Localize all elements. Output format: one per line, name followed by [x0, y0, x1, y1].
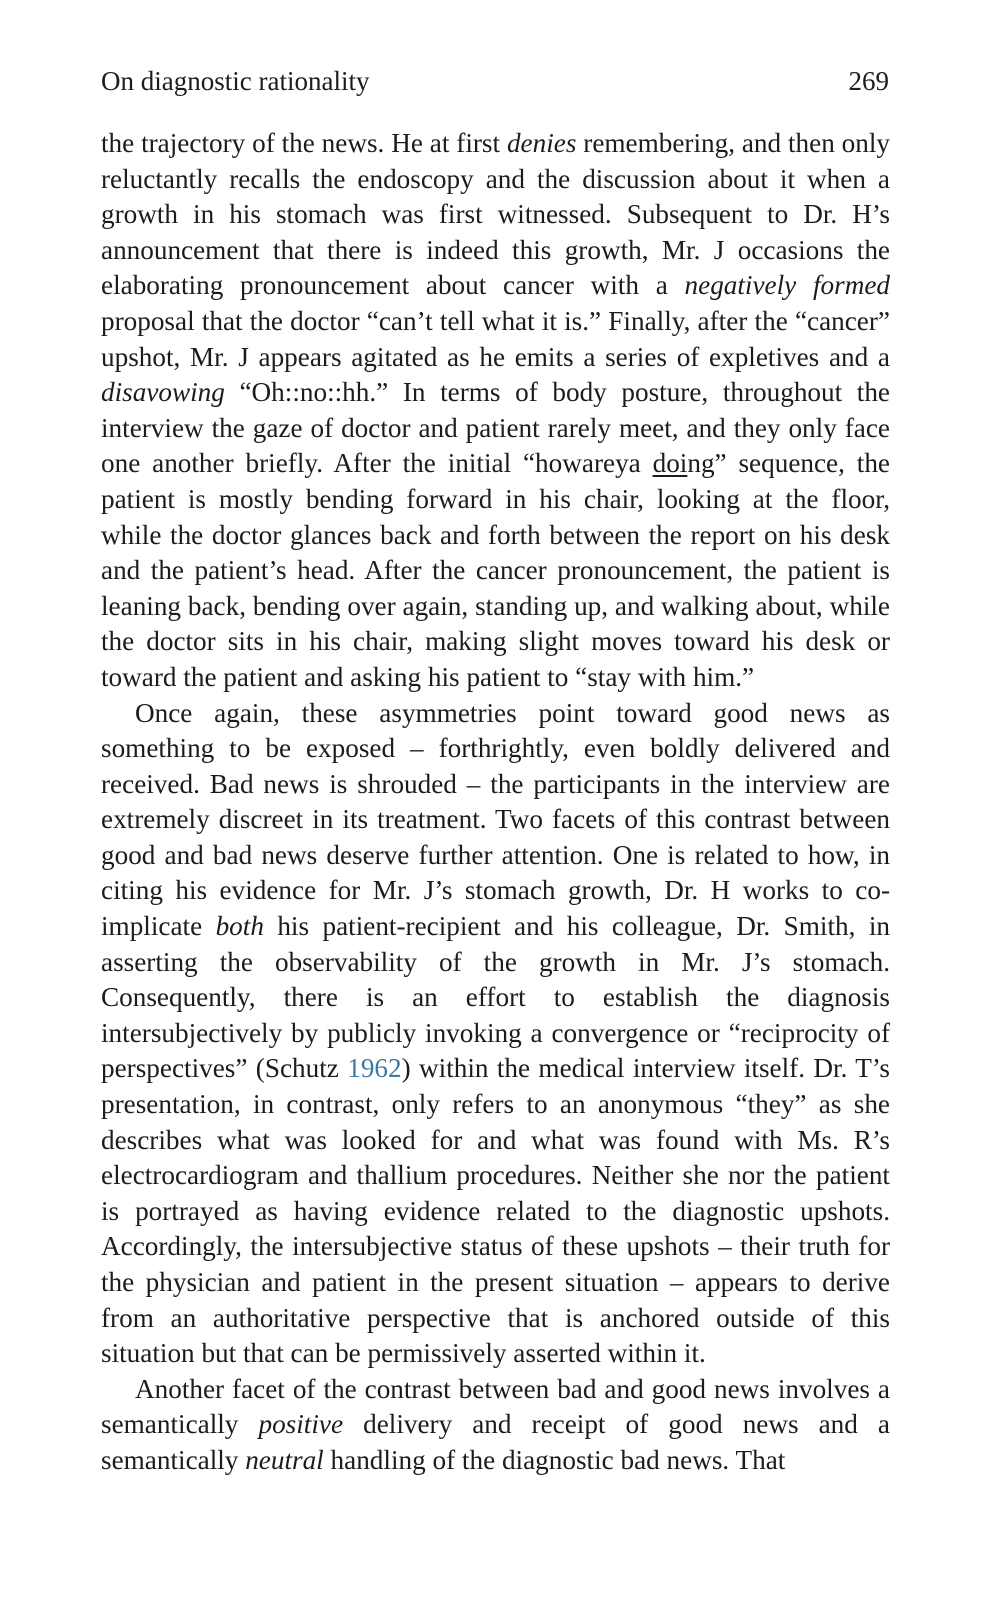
- italic-text: both: [215, 911, 264, 942]
- running-head: [101, 64, 889, 98]
- text-run: “Oh::no::hh.” In terms of body posture, throughout the interview the gaze of doctor and patient rarely meet, and they only face one another briefly. After the initial “howareya: [101, 377, 890, 479]
- text-run: his patient-recipient and his colleague, Dr. Smith, in asserting the observability of the growth in Mr. J’s stomach. Consequently, there is an effort to establish the diagnosis intersubjectively by publicly invoking a convergence or “reciprocity of perspectives” (Schutz: [101, 911, 890, 1084]
- text-run: proposal that the doctor “can’t tell what it is.” Finally, after the “cancer” upshot, Mr. J appears agitated as he emits a series of expletives and a: [101, 305, 890, 372]
- italic-text: denies: [506, 128, 577, 158]
- text-run: ) within the medical interview itself. Dr. T’s presentation, in contrast, only refers to an anonymous “they” as she describes what was looked for and what was found with Ms. R’s electrocardiogram and thallium procedures. Neither she nor the patient is portrayed as having evidence related to the diagnostic upshots. Accordingly, the intersubjective status of these upshots – their truth for the physician and patient in the present situation – appears to derive from an authoritative perspective that is anchored outside of this situation but that can be permissively asserted within it.: [101, 1053, 890, 1369]
- text-run: delivery and receipt of good news and a semantically: [101, 1409, 890, 1475]
- italic-text: positive: [258, 1409, 344, 1440]
- text-run: remembering, and then only reluctantly recalls the endoscopy and the discussion about it when a growth in his stomach was first witnessed. Subsequent to Dr. H’s announcement that there is indeed this growth, Mr. J occasions the elaborating pronouncement about cancer with a: [101, 128, 890, 301]
- paragraph-3: [101, 1372, 890, 1479]
- running-title: On diagnostic rationality: [101, 66, 370, 96]
- citation-link[interactable]: 1962: [347, 1053, 402, 1084]
- text-run: ng” sequence, the patient is mostly bending forward in his chair, looking at the floor, while the doctor glances back and forth between the report on his desk and the patient’s head. After the cancer pronouncement, the patient is leaning back, bending over again, standing up, and walking about, while the doctor sits in his chair, making slight moves toward his desk or toward the patient and asking his patient to “stay with him.”: [101, 448, 890, 692]
- paragraph-1: [101, 126, 890, 696]
- text-run: Another facet of the contrast between bad and good news involves a semantically: [101, 1373, 890, 1440]
- italic-text: negatively formed: [684, 270, 890, 301]
- body-text: [101, 126, 890, 1479]
- text-run: Once again, these asymmetries point toward good news as something to be exposed – forthrightly, even boldly delivered and received. Bad news is shrouded – the participants in the interview are extremely discreet in its treatment. Two facets of this contrast between good and bad news deserve further attention. One is related to how, in citing his evidence for Mr. J’s stomach growth, Dr. H works to co-implicate: [101, 697, 890, 942]
- text-run: the trajectory of the news. He at first: [101, 128, 507, 158]
- paragraph-2: [101, 696, 890, 1372]
- italic-text: disavowing: [101, 377, 225, 408]
- text-run: handling of the diagnostic bad news. That: [323, 1444, 786, 1475]
- italic-text: neutral: [245, 1444, 324, 1475]
- page-number: 269: [848, 66, 889, 96]
- underlined-text: doi: [652, 448, 688, 479]
